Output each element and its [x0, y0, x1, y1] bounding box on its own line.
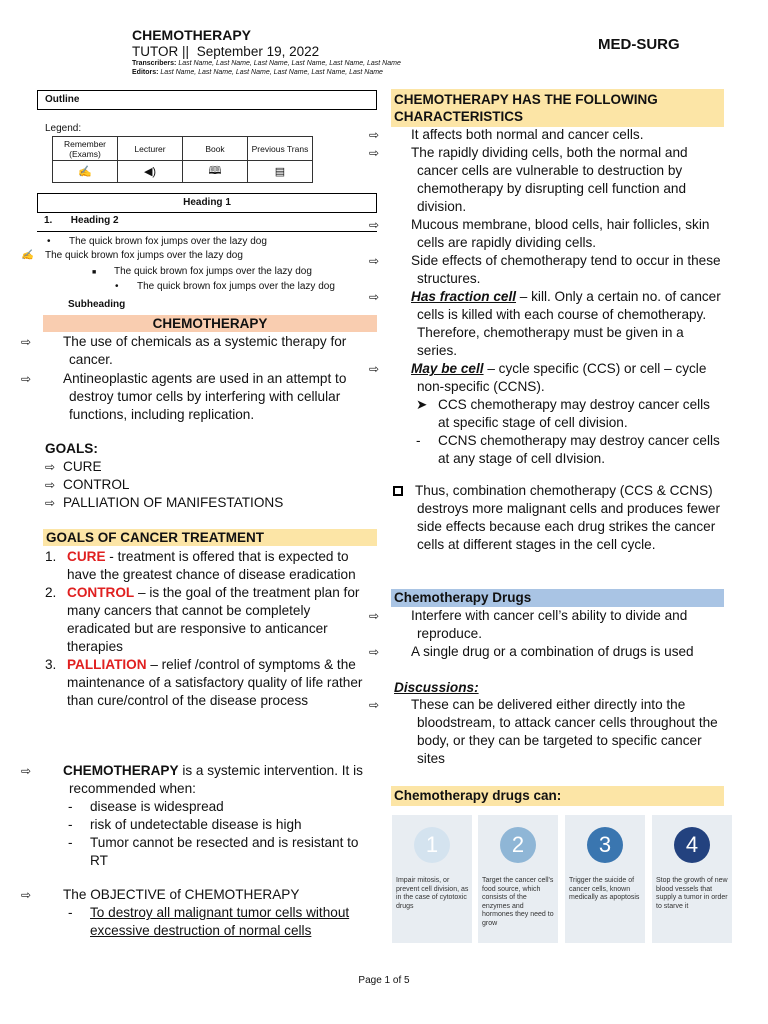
step-number-badge: 2: [500, 827, 536, 863]
list-item: [369, 144, 723, 216]
goals-title: GOALS:: [45, 441, 98, 456]
arrow-icon: ⇨: [369, 128, 380, 142]
list-item-text: The use of chemicals as a systemic therapy for cancer.: [63, 334, 347, 367]
arrow-icon: ⇨: [369, 218, 380, 232]
heading2-number: 1.: [44, 215, 53, 226]
systemic-keyword: CHEMOTHERAPY: [63, 763, 179, 778]
legend-previous-trans-label: Previous Trans: [248, 137, 313, 161]
list-item: [369, 126, 723, 144]
arrowhead-icon: ➤: [416, 397, 428, 412]
transcribers-names: Last Name, Last Name, Last Name, Last Name, Last Name, Last Name: [178, 60, 401, 67]
list-item: [369, 696, 723, 768]
list-item: - risk of undetectable disease is high: [68, 817, 302, 832]
transcribers-label: Transcribers:: [132, 60, 177, 67]
arrow-icon: ⇨: [369, 609, 380, 623]
list-item: [369, 288, 723, 360]
list-item: - CCNS chemotherapy may destroy cancer cells at any stage of cell dIvision.: [416, 433, 720, 466]
card-text: Impair mitosis, or prevent cell division, as in the case of cytotoxic drugs: [396, 877, 469, 910]
sample-text-4: The quick brown fox jumps over the lazy dog: [137, 281, 335, 292]
book-icon: 🕮: [183, 161, 248, 183]
arrow-icon: ⇨: [369, 645, 380, 659]
list-item: [369, 252, 723, 288]
sample-bullet-1: • The quick brown fox jumps over the lazy dog: [47, 236, 267, 247]
list-item: [45, 458, 283, 476]
list-item: [369, 643, 723, 661]
list-item-text: A single drug or a combination of drugs is used: [411, 644, 694, 659]
discussions-heading: Discussions:: [394, 680, 479, 695]
drug-action-card: [565, 815, 645, 943]
heading1: Heading 1: [37, 193, 377, 213]
subheading: Subheading: [68, 299, 126, 310]
goals-of-cancer-treatment-heading: GOALS OF CANCER TREATMENT: [43, 529, 377, 546]
chemotherapy-drugs-can-heading: Chemotherapy drugs can:: [391, 786, 724, 806]
goal-text: – relief /control of symptoms & the maintenance of a satisfactory quality of life rather than cure/control of the disease process: [67, 657, 363, 708]
drug-action-card: [652, 815, 732, 943]
arrow-icon: ⇨: [21, 372, 32, 386]
objective-block: [21, 886, 377, 940]
legend-remember-label: Remember (Exams): [53, 137, 118, 161]
chemotherapy-drugs-list: [369, 607, 723, 661]
ccns-text: CCNS chemotherapy may destroy cancer cells at any stage of cell dIvision.: [438, 433, 720, 466]
list-item-text: It affects both normal and cancer cells.: [411, 127, 644, 142]
step-number-badge: 3: [587, 827, 623, 863]
outline-box: Outline: [37, 90, 377, 110]
arrow-icon: ⇨: [45, 478, 56, 492]
sample-text-1: The quick brown fox jumps over the lazy dog: [69, 236, 267, 247]
list-item: [45, 494, 283, 512]
list-item: [45, 656, 377, 710]
list-item: [45, 476, 283, 494]
card-text: Target the cancer cell's food source, which consists of the enzymes and hormones they need to grow: [482, 877, 554, 927]
list-item-text: The rapidly dividing cells, both the normal and cancer cells are vulnerable to destruction by chemotherapy by disrupting cell function and division.: [411, 145, 688, 214]
editors-label: Editors:: [132, 69, 159, 76]
step-number-badge: 4: [674, 827, 710, 863]
sample-bullet-3: ■ The quick brown fox jumps over the lazy dog: [92, 266, 312, 277]
arrow-icon: ⇨: [21, 888, 32, 902]
maybe-cell-text: – cycle specific (CCS) or cell – cycle non-specific (CCNS).: [417, 361, 707, 394]
arrow-icon: ⇨: [45, 496, 56, 510]
arrow-icon: ⇨: [21, 764, 32, 778]
list-item-text: Antineoplastic agents are used in an attempt to destroy tumor cells by interfering with cellular functions, including replication.: [63, 371, 347, 422]
list-item-text: risk of undetectable disease is high: [90, 817, 302, 832]
list-item: [369, 216, 723, 252]
sample-bullet-4: • The quick brown fox jumps over the lazy dog: [115, 281, 335, 292]
legend-lecturer-label: Lecturer: [118, 137, 183, 161]
list-item: [21, 886, 377, 904]
list-item: [393, 396, 723, 432]
legend-book-label: Book: [183, 137, 248, 161]
list-item: - Tumor cannot be resected and is resistant to RT: [68, 835, 359, 868]
ccs-text: CCS chemotherapy may destroy cancer cells at specific stage of cell division.: [438, 397, 710, 430]
list-item-text: disease is widespread: [90, 799, 224, 814]
chemotherapy-drugs-heading: Chemotherapy Drugs: [391, 589, 724, 607]
tutor-label: TUTOR ||: [132, 44, 190, 59]
objective-item-text: To destroy all malignant tumor cells without excessive destruction of normal cells: [90, 905, 350, 938]
goal-keyword: PALLIATION: [67, 657, 147, 672]
transcribers-line: [132, 60, 401, 67]
subject-label: MED-SURG: [598, 36, 680, 53]
discussions-list: [369, 696, 723, 768]
list-item: [21, 370, 375, 424]
square-bullet-icon: [393, 486, 403, 496]
pen-icon: ✍: [53, 161, 118, 183]
objective-text: The OBJECTIVE of CHEMOTHERAPY: [63, 887, 300, 902]
arrow-icon: ⇨: [369, 362, 380, 376]
list-item: - To destroy all malignant tumor cells without excessive destruction of normal cells: [68, 905, 350, 938]
list-item: [45, 548, 377, 584]
list-item-text: These can be delivered either directly into the bloodstream, to attack cancer cells throughout the body, or they can be targeted to specific cancer sites: [411, 697, 718, 766]
systemic-intervention-block: [21, 762, 377, 870]
list-item-text: Mucous membrane, blood cells, hair follicles, skin cells are rapidly dividing cells.: [411, 217, 710, 250]
list-item-text: Side effects of chemotherapy tend to occur in these structures.: [411, 253, 721, 286]
list-item: [369, 360, 723, 396]
heading2-divider: [37, 231, 377, 232]
goal-text: - treatment is offered that is expected to have the greatest chance of disease eradication: [67, 549, 356, 582]
goal-keyword: CURE: [67, 549, 106, 564]
goal-keyword: CONTROL: [67, 585, 135, 600]
list-item: [369, 607, 723, 643]
arrow-icon: ⇨: [21, 335, 32, 349]
heading2: [44, 215, 119, 226]
editors-names: Last Name, Last Name, Last Name, Last Name, Last Name, Last Name: [160, 69, 383, 76]
pen-icon: ✍: [21, 250, 34, 261]
list-item-text: PALLIATION OF MANIFESTATIONS: [63, 495, 284, 510]
cancer-treatment-goals-list: [45, 548, 377, 710]
list-item-text: Interfere with cancer cell’s ability to divide and reproduce.: [411, 608, 688, 641]
list-item-text: CURE: [63, 459, 102, 474]
legend-table: [52, 136, 313, 183]
editors-line: [132, 69, 383, 76]
list-item-text: Tumor cannot be resected and is resistant to RT: [90, 835, 359, 868]
list-number: 3.: [45, 657, 57, 672]
combination-chemo-text: Thus, combination chemotherapy (CCS & CCNS) destroys more malignant cells and produces fewer side effects because each drug strikes the cancer cells at different stages in the cell cycle.: [415, 483, 720, 552]
speaker-icon: ◀): [118, 161, 183, 183]
characteristics-list: [369, 126, 723, 468]
goal-text: – is the goal of the treatment plan for many cancers that cannot be completely eradicated but are responsive to anticancer therapies: [67, 585, 360, 654]
maybe-cell-keyword: May be cell: [411, 361, 484, 376]
step-number-badge: 1: [414, 827, 450, 863]
doc-date: September 19, 2022: [196, 44, 320, 59]
drug-action-card: [392, 815, 472, 943]
page-number: Page 1 of 5: [358, 975, 410, 986]
arrow-icon: ⇨: [369, 290, 380, 304]
card-text: Trigger the suicide of cancer cells, known medically as apoptosis: [569, 877, 640, 901]
chemotherapy-use-list: [21, 333, 375, 425]
list-item: [45, 584, 377, 656]
tutor-line: [132, 44, 319, 59]
systemic-text: is a systemic intervention. It is recommended when:: [69, 763, 363, 796]
arrow-icon: ⇨: [45, 460, 56, 474]
characteristics-heading: CHEMOTHERAPY HAS THE FOLLOWING CHARACTERISTICS: [391, 89, 724, 127]
list-item: - disease is widespread: [68, 799, 224, 814]
arrow-icon: ⇨: [369, 254, 380, 268]
arrow-icon: ⇨: [369, 698, 380, 712]
fraction-cell-keyword: Has fraction cell: [411, 289, 517, 304]
card-text: Stop the growth of new blood vessels that supply a tumor in order to starve it: [656, 877, 728, 910]
doc-title: CHEMOTHERAPY: [132, 27, 252, 43]
list-number: 1.: [45, 549, 57, 564]
sample-bullet-2: [21, 250, 243, 261]
combination-chemo-note: [393, 482, 723, 554]
drug-action-card: [478, 815, 558, 943]
sample-text-2: The quick brown fox jumps over the lazy dog: [45, 250, 243, 261]
list-item: [21, 762, 377, 798]
legend-label: Legend:: [45, 123, 82, 134]
goals-list: [45, 458, 283, 512]
fraction-cell-text: – kill. Only a certain no. of cancer cells is killed with each course of chemotherapy. Therefore, chemotherapy must be given in a series.: [417, 289, 721, 358]
heading2-text: Heading 2: [70, 215, 119, 226]
list-item-text: CONTROL: [63, 477, 130, 492]
sample-text-3: The quick brown fox jumps over the lazy dog: [114, 266, 312, 277]
arrow-icon: ⇨: [369, 146, 380, 160]
chemotherapy-heading: CHEMOTHERAPY: [43, 315, 377, 332]
list-number: 2.: [45, 585, 57, 600]
document-icon: ▤: [248, 161, 313, 183]
list-item: [21, 333, 375, 369]
